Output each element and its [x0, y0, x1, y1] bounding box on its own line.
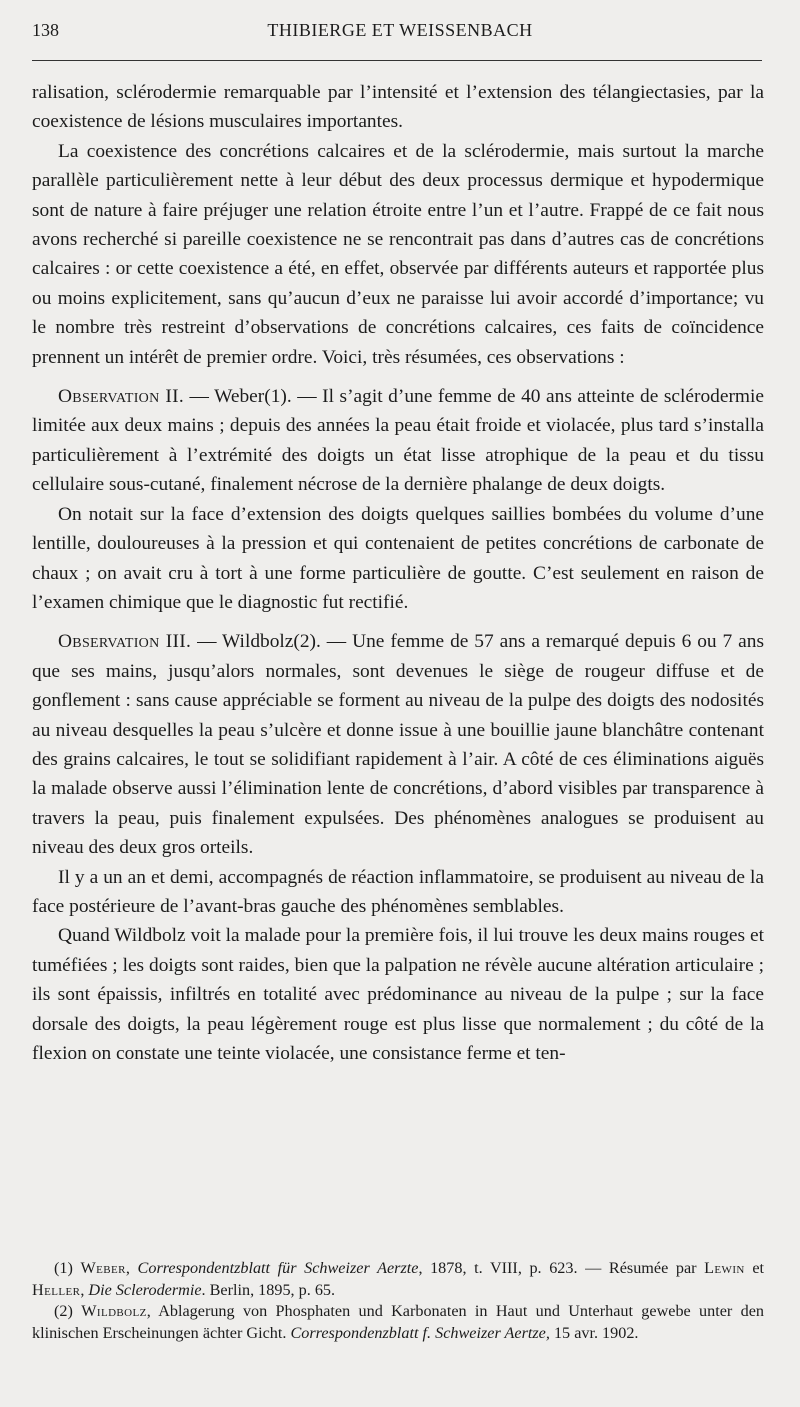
page-number: 138 — [32, 20, 59, 40]
header-rule — [32, 60, 762, 61]
paragraph-forearm: Il y a un an et demi, accompagnés de réaction inflammatoire, se produisent au niveau de la face postérieure de l’avant-bras gauche des phénomènes semblables. — [32, 866, 764, 917]
footnote-1-book: Die Sclerodermie — [88, 1280, 202, 1299]
paragraph-continuation: ralisation, sclérodermie remarquable par l’intensité et l’extension des télangiectasies, par la coexistence de lésions musculaires importantes. — [32, 82, 764, 133]
footnote-2-author: Wildbolz — [81, 1302, 147, 1321]
footnote-1: (1) Weber, Correspondentzblatt für Schweizer Aerzte, 1878, t. VIII, p. 623. — Résumée par Lewin et Heller, Die Sclerodermie. Berlin, 1895, p. 65. — [32, 1259, 765, 1299]
footnote-2-journal: Correspondenzblatt f. Schweizer Aertze, — [290, 1323, 550, 1342]
paragraph-coexistence: La coexistence des concrétions calcaires et de la sclérodermie, mais surtout la marche parallèle particulièrement nette à leur début des deux processus dermique et hypodermique sont de nature à faire préjuger une relation étroite entre l’un et l’autre. Frappé de ce fait nous avons recherché si pareille coexistence ne se rencontrait pas dans d’autres cas de concrétions calcaires : or cette coexistence a été, en effet, observée par différents auteurs et rapportée plus ou moins explicitement, sans qu’aucun d’eux ne paraisse lui avoir accordé d’importance; vu le nombre très restreint d’observations de concrétions calcaires, ces faits de coïncidence prennent un intérêt de premier ordre. Voici, très résumées, ces observations : — [32, 140, 764, 368]
observation-2 — [32, 382, 764, 500]
observation-3-label: Observation III. — [58, 631, 192, 653]
running-head: THIBIERGE ET WEISSENBACH — [267, 20, 533, 40]
paragraph-wildbolz-exam: Quand Wildbolz voit la malade pour la première fois, il lui trouve les deux mains rouges et tuméfiées ; les doigts sont raides, bien que la palpation ne révèle aucune altération articulaire ; ils sont épaissis, infiltrés en totalité avec prédominance au niveau de la pulpe ; sur la face dorsale des doigts, la peau légèrement rouge est plus lisse que normalement ; du côté de la flexion on constate une teinte violacée, une consistance ferme et ten- — [32, 925, 764, 1064]
page-header — [32, 12, 768, 52]
observation-3 — [32, 627, 764, 862]
observation-3-text: — Wildbolz(2). — Une femme de 57 ans a remarqué depuis 6 ou 7 ans que ses mains, jusqu’alors normales, sont devenues le siège de rougeur diffuse et de gonflement : sans cause appréciable se forment au niveau de la pulpe des doigts des nodosités au niveau desquelles la peau s’ulcère et donne issue à une bouillie jaune blanchâtre contenant des grains calcaires, le tout se solidifiant rapidement à l’air. A côté de ces éliminations aiguës la malade observe aussi l’élimination lente de concrétions, d’abord visibles par transparence à travers la peau, puis finalement expulsées. Des phénomènes analogues se produisent au niveau des deux gros orteils. — [32, 631, 765, 859]
footnote-1-journal: Correspondentzblatt für Schweizer Aerzte — [137, 1259, 419, 1277]
footnote-2: (2) Wildbolz, Ablagerung von Phosphaten und Karbonaten in Haut und Unterhaut gewebe unter den klinischen Erscheinungen ächter Gicht. Correspondenzblatt f. Schweizer Aertze, 15 avr. 1902. — [32, 1302, 764, 1342]
body-text — [32, 78, 764, 1068]
footnote-1-author: Weber — [80, 1259, 126, 1277]
observation-2-label: Observation II. — [58, 386, 184, 408]
footnotes — [32, 1258, 764, 1344]
observation-2-text: — Weber(1). — Il s’agit d’une femme de 40 ans atteinte de sclérodermie limitée aux deux mains ; depuis des années la peau était froide et violacée, plus tard s’installa particulièrement à l’extrémité des doigts un état lisse atrophique de la peau et du tissu cellulaire sous-cutané, finalement nécrose de la dernière phalange de deux doigts. — [32, 386, 764, 496]
paragraph-weber-details: On notait sur la face d’extension des doigts quelques saillies bombées du volume d’une lentille, douloureuses à la pression et qui contenaient de petites concrétions de carbonate de chaux ; on avait cru à tort à une forme particulière de goutte. C’est seulement en raison de l’examen chimique que le diagnostic fut rectifié. — [32, 503, 764, 613]
